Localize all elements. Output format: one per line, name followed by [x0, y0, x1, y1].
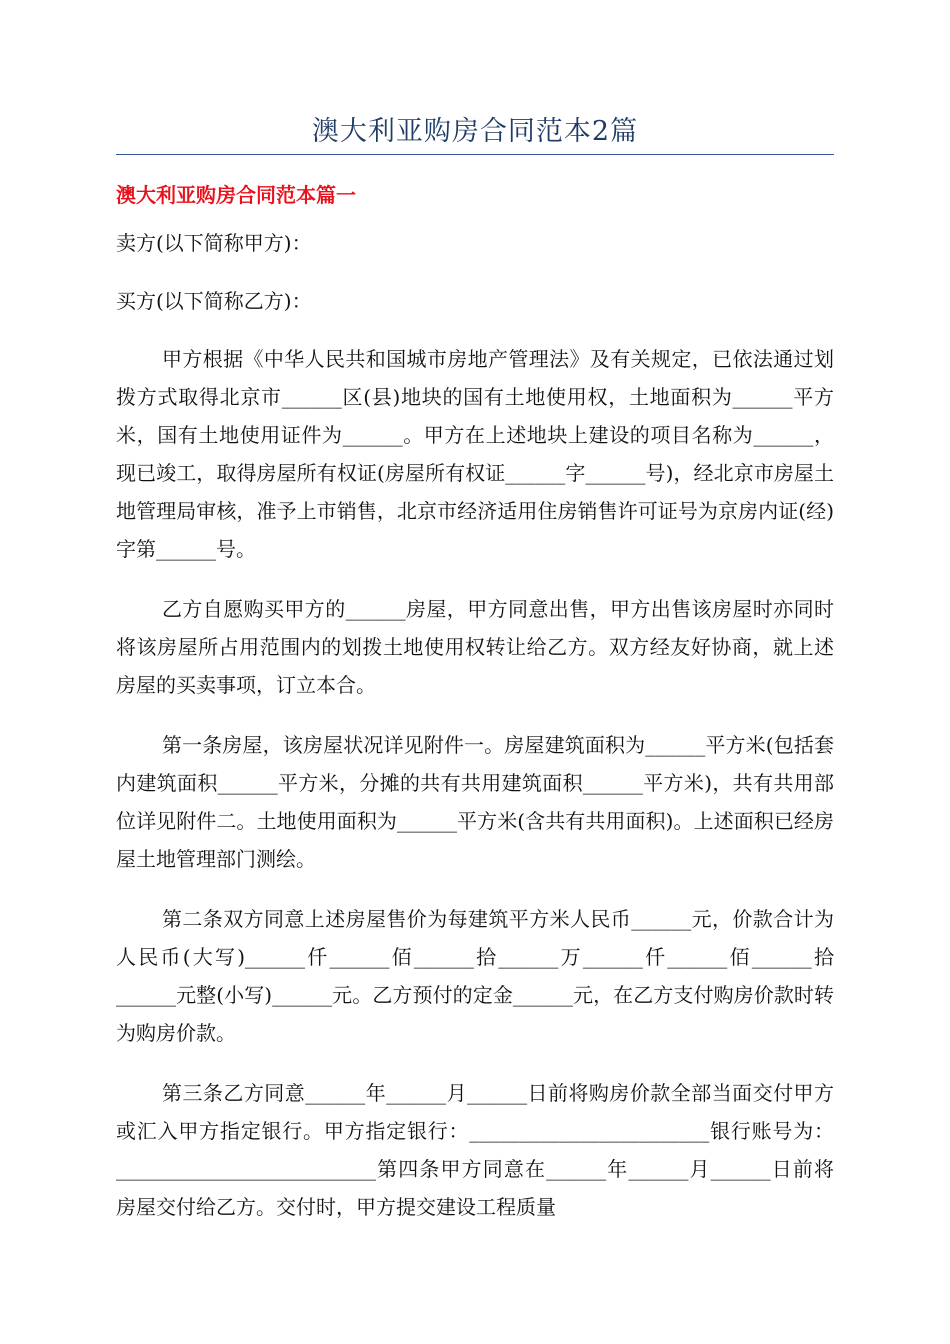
paragraph-article-2: 第二条双方同意上述房屋售价为每建筑平方米人民币______元，价款合计为人民币(大写)______仟______佰______拾______万______仟______佰______拾______元整(小写)______元。乙方预付的定金______元，在乙方支付购房价款时转为购房价款。: [116, 907, 834, 1045]
paragraph-article-1: 第一条房屋，该房屋状况详见附件一。房屋建筑面积为______平方米(包括套内建筑面积______平方米，分摊的共有共用建筑面积______平方米)，共有共用部位详见附件二。土地使用面积为______平方米(含共有共用面积)。上述面积已经房屋土地管理部门测绘。: [116, 733, 834, 871]
seller-line: 卖方(以下简称甲方)：: [116, 231, 312, 255]
title-divider: [116, 154, 834, 155]
document-title: 澳大利亚购房合同范本2篇: [311, 116, 639, 147]
contract-body: [116, 224, 834, 1248]
paragraph-land-rights: 甲方根据《中华人民共和国城市房地产管理法》及有关规定，已依法通过划拨方式取得北京市______区(县)地块的国有土地使用权，土地面积为______平方米，国有土地使用证件为______。甲方在上述地块上建设的项目名称为______，现已竣工，取得房屋所有权证(房屋所有权证______字______号)，经北京市房屋土地管理局审核，准予上市销售，北京市经济适用住房销售许可证号为京房内证(经)字第______号。: [116, 347, 834, 561]
paragraph-purchase-intent: 乙方自愿购买甲方的______房屋，甲方同意出售，甲方出售该房屋时亦同时将该房屋所占用范围内的划拨土地使用权转让给乙方。双方经友好协商，就上述房屋的买卖事项，订立本合。: [116, 597, 834, 697]
buyer-line: 买方(以下简称乙方)：: [116, 289, 312, 313]
paragraph-article-3: 第三条乙方同意______年______月______日前将购房价款全部当面交付甲方或汇入甲方指定银行。甲方指定银行：________________________银行账号为：__________________________第四条甲方同意在______年______月______日前将房屋交付给乙方。交付时，甲方提交建设工程质量: [116, 1081, 834, 1219]
section-heading: 澳大利亚购房合同范本篇一: [116, 183, 356, 207]
